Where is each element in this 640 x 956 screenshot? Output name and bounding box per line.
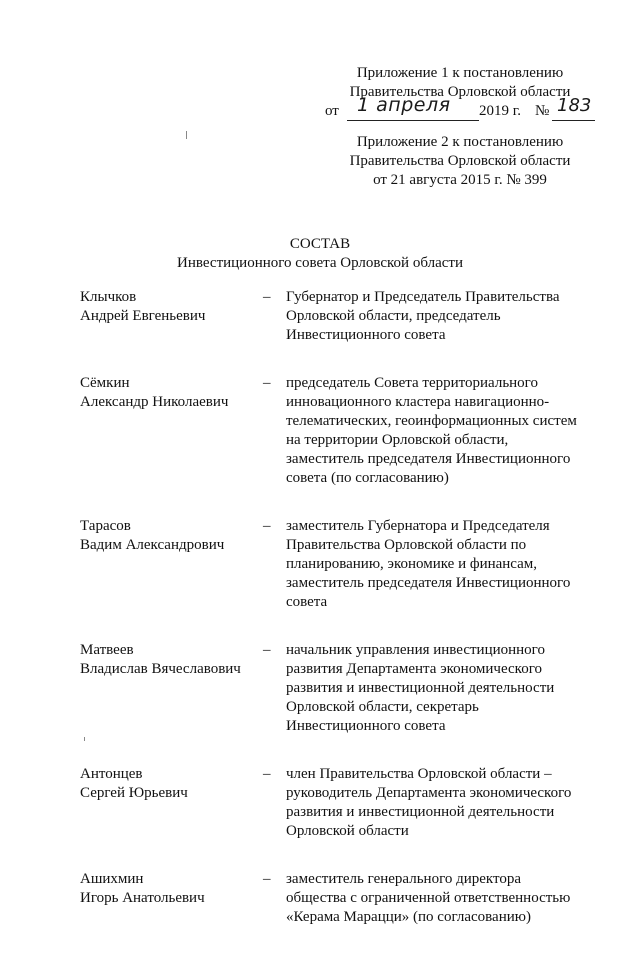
member-role-line: развития и инвестиционной деятельности (286, 680, 555, 696)
member-role-line: «Керама Марацци» (по согласованию) (286, 909, 531, 925)
title-heading: СОСТАВ (289, 236, 351, 252)
member-role-line: Правительства Орловской области по (286, 537, 527, 553)
year-text: 2019 г. (479, 103, 521, 119)
appendix-2-line1: Приложение 2 к постановлению (356, 134, 564, 150)
member-name (80, 374, 260, 412)
member-row (80, 288, 600, 345)
member-role-line: развития Департамента экономического (286, 661, 542, 677)
member-role-line: член Правительства Орловской области – (286, 766, 552, 782)
member-name (80, 517, 260, 555)
member-role (286, 641, 596, 736)
member-role-line: общества с ограниченной ответственностью (286, 890, 571, 906)
member-role-line: заместитель председателя Инвестиционного (286, 451, 571, 467)
handwritten-number: 183 (557, 95, 592, 116)
member-role-line: Губернатор и Председатель Правительства (286, 289, 560, 305)
member-role-line: Орловской области, председатель (286, 308, 501, 324)
member-role-line: совета (по согласованию) (286, 470, 449, 486)
member-dash: – (263, 871, 271, 887)
member-role-line: Инвестиционного совета (286, 327, 446, 343)
member-role (286, 765, 596, 841)
member-role-line: руководитель Департамента экономического (286, 785, 572, 801)
appendix-2-line3: от 21 августа 2015 г. № 399 (373, 172, 547, 188)
member-role-line: заместитель Губернатора и Председателя (286, 518, 550, 534)
member-name (80, 641, 260, 679)
member-name (80, 765, 260, 803)
appendix-1-date-line (305, 94, 615, 121)
title-subheading: Инвестиционного совета Орловской области (177, 255, 463, 271)
appendix-2-line2: Правительства Орловской области (349, 153, 571, 169)
member-role-line: Орловской области, секретарь (286, 699, 479, 715)
member-given-name: Андрей Евгеньевич (80, 308, 206, 324)
member-role-line: инновационного кластера навигационно- (286, 394, 550, 410)
member-dash: – (263, 375, 271, 391)
member-surname: Клычков (80, 289, 137, 305)
member-surname: Тарасов (80, 518, 131, 534)
member-row (80, 517, 600, 612)
member-given-name: Сергей Юрьевич (80, 785, 188, 801)
member-surname: Антонцев (80, 766, 143, 782)
member-role-line: заместитель генерального директора (286, 871, 522, 887)
member-role (286, 374, 596, 488)
member-row (80, 870, 600, 927)
member-role-line: Орловской области (286, 823, 409, 839)
members-list (80, 288, 600, 956)
number-sign: № (535, 103, 550, 119)
member-role-line: Инвестиционного совета (286, 718, 446, 734)
member-surname: Ашихмин (80, 871, 144, 887)
appendix-1-line2: Правительства Орловской области (349, 84, 571, 100)
member-surname: Матвеев (80, 642, 134, 658)
appendix-1-header (305, 64, 615, 121)
appendix-2-header (305, 133, 615, 190)
member-given-name: Владислав Вячеславович (80, 661, 241, 677)
stray-mark (84, 737, 85, 741)
date-prefix: от (325, 103, 339, 119)
member-role-line: развития и инвестиционной деятельности (286, 804, 555, 820)
member-dash: – (263, 642, 271, 658)
member-dash: – (263, 289, 271, 305)
stray-mark (186, 131, 187, 139)
member-role-line: на территории Орловской области, (286, 432, 509, 448)
document-title (0, 235, 640, 273)
member-role (286, 288, 596, 345)
member-role-line: заместитель председателя Инвестиционного (286, 575, 571, 591)
member-role-line: председатель Совета территориального (286, 375, 538, 391)
member-given-name: Игорь Анатольевич (80, 890, 205, 906)
handwritten-date: 1 апреля (357, 94, 451, 116)
appendix-1-line1: Приложение 1 к постановлению (356, 65, 564, 81)
member-name (80, 870, 260, 908)
member-given-name: Александр Николаевич (80, 394, 229, 410)
member-role-line: начальник управления инвестиционного (286, 642, 545, 658)
member-role-line: телематических, геоинформационных систем (286, 413, 577, 429)
member-dash: – (263, 518, 271, 534)
member-given-name: Вадим Александрович (80, 537, 225, 553)
member-row (80, 765, 600, 841)
member-role-line: планированию, экономике и финансам, (286, 556, 538, 572)
member-row (80, 374, 600, 488)
member-role-line: совета (286, 594, 328, 610)
member-dash: – (263, 766, 271, 782)
member-surname: Сёмкин (80, 375, 130, 391)
member-row (80, 641, 600, 736)
member-name (80, 288, 260, 326)
member-role (286, 517, 596, 612)
member-role (286, 870, 596, 927)
